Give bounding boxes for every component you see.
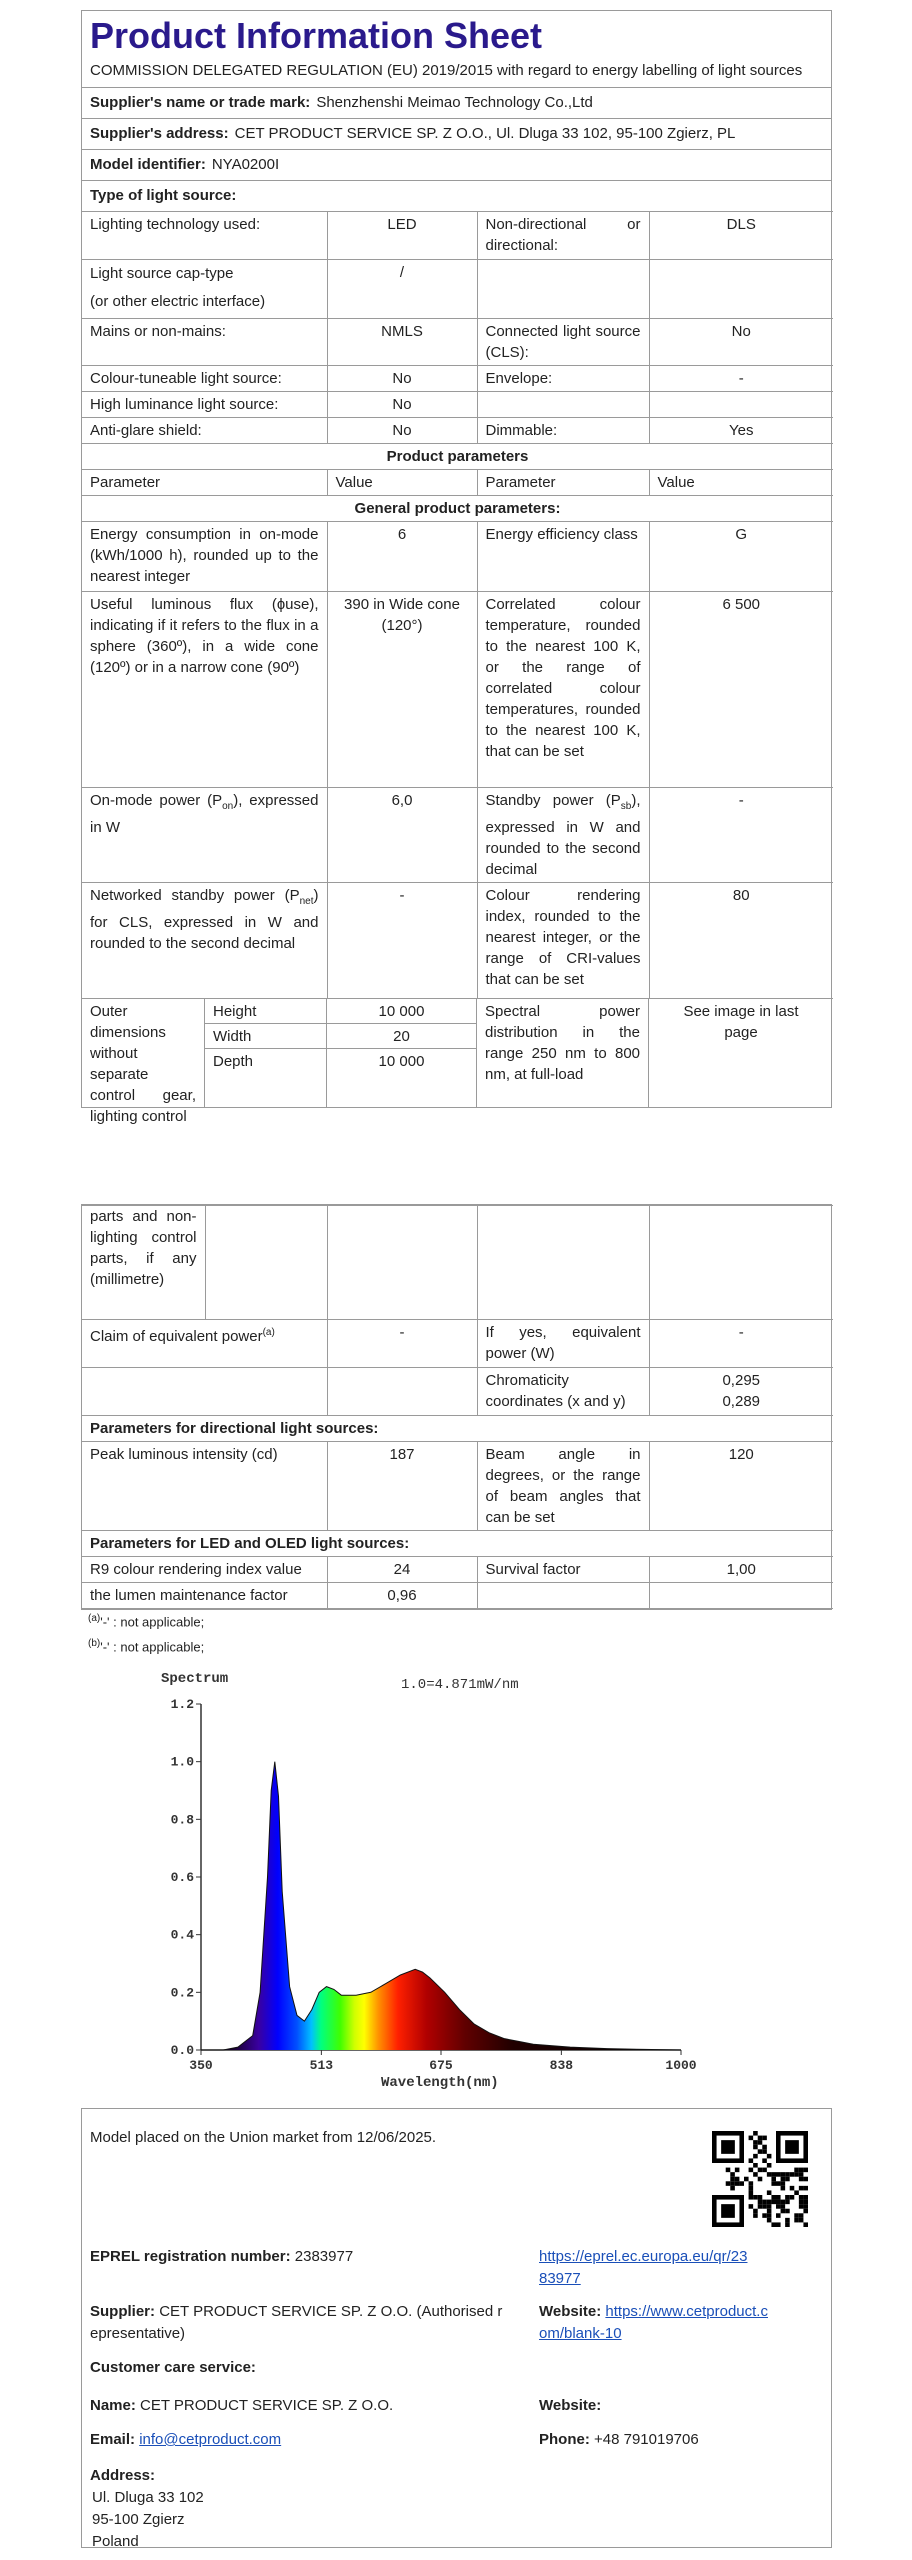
model-value: NYA0200I	[211, 156, 280, 173]
dimensions-block	[82, 999, 831, 1125]
product-information-sheet	[81, 10, 832, 1125]
param-subscript: net	[299, 896, 314, 907]
website-link-line1[interactable]: https://www.cetproduct.c	[605, 2303, 768, 2320]
parameters-table-continued	[82, 1205, 833, 1609]
param-label	[477, 392, 649, 418]
y-tick-label: 1.2	[170, 1697, 194, 1712]
param-label: Energy consumption in on-mode (kWh/1000 h), rounded up to the nearest integer	[82, 522, 327, 592]
param-value: -	[327, 1320, 477, 1368]
param-subscript: on	[222, 801, 234, 812]
param-value: NMLS	[327, 319, 477, 366]
table-row	[82, 1206, 833, 1320]
eprel-link-line1[interactable]: https://eprel.ec.europa.eu/qr/23	[539, 2248, 748, 2265]
table-section-row	[82, 444, 833, 470]
param-label	[477, 260, 649, 319]
param-label: R9 colour rendering index value	[82, 1557, 327, 1583]
x-tick-label: 350	[189, 2058, 213, 2073]
param-value: No	[327, 366, 477, 392]
table-row	[82, 788, 833, 883]
product-information-sheet-continued	[81, 1204, 832, 1610]
supplier-address-value: CET PRODUCT SERVICE SP. Z O.O., Ul. Dluga 33 102, 95-100 Zgierz, PL	[234, 125, 736, 142]
depth-value: 10 000	[378, 1053, 425, 1070]
param-label: Energy efficiency class	[477, 522, 649, 592]
param-label-text: Standby power (P	[485, 792, 621, 809]
param-value: 6	[327, 522, 477, 592]
address-line: Poland	[92, 2533, 139, 2550]
chart-title: Spectrum	[161, 1671, 229, 1687]
param-value: -	[649, 366, 833, 392]
x-axis	[189, 2050, 696, 2073]
param-label: Light source cap-type (or other electric interface)	[82, 260, 327, 319]
x-tick-label: 1000	[665, 2058, 697, 2073]
chromaticity-y: 0,289	[722, 1393, 761, 1410]
care-name-label: Name:	[90, 2397, 136, 2414]
param-value: -	[327, 883, 477, 999]
table-header-row	[82, 470, 833, 496]
param-value: No	[327, 418, 477, 444]
x-axis-label: Wavelength(nm)	[381, 2075, 499, 2091]
y-axis	[171, 1697, 201, 2058]
param-label: Dimmable:	[477, 418, 649, 444]
width-label: Width	[205, 1024, 326, 1049]
y-tick-label: 0.4	[170, 1927, 194, 1943]
supplier-address-label: Supplier's address:	[90, 125, 229, 142]
param-value: 0,96	[327, 1583, 477, 1609]
param-label: Non-directional or directional:	[477, 212, 649, 260]
param-label	[82, 788, 327, 883]
email-row	[90, 2429, 281, 2451]
param-value: 120	[649, 1442, 833, 1531]
param-value	[649, 1583, 833, 1609]
table-row	[82, 1557, 833, 1583]
height-label: Height	[205, 999, 326, 1024]
param-value: 1,00	[649, 1557, 833, 1583]
param-value: No	[649, 319, 833, 366]
param-label: Beam angle in degrees, or the range of beam angles that can be set	[477, 1442, 649, 1531]
dimensions-label-continued: parts and non-lighting control parts, if any (millimetre)	[82, 1206, 205, 1320]
claim-label: Claim of equivalent power	[90, 1328, 263, 1345]
supplier-name-value: Shenzhenshi Meimao Technology Co.,Ltd	[316, 94, 593, 111]
supplier-row	[90, 2301, 502, 2345]
param-value: 80	[649, 883, 833, 999]
param-value: -	[649, 788, 833, 883]
eprel-link-line2[interactable]: 83977	[539, 2270, 581, 2287]
dimension-names	[205, 999, 327, 1107]
email-link[interactable]: info@cetproduct.com	[139, 2431, 282, 2448]
column-header-parameter: Parameter	[477, 470, 649, 496]
param-value: -	[649, 1320, 833, 1368]
footnote-b	[88, 1633, 204, 1658]
spectrum-chart	[141, 1668, 741, 2094]
qr-code-icon[interactable]	[712, 2131, 808, 2227]
phone-label: Phone:	[539, 2431, 590, 2448]
phone-value: +48 791019706	[594, 2431, 699, 2448]
x-tick-label: 513	[309, 2058, 334, 2073]
param-value: LED	[327, 212, 477, 260]
directional-section-heading: Parameters for directional light sources:	[82, 1416, 833, 1442]
phone-row	[539, 2429, 699, 2451]
table-row	[82, 1320, 833, 1368]
address-line: Ul. Dluga 33 102	[92, 2489, 204, 2506]
depth-label: Depth	[213, 1053, 254, 1070]
param-value: 24	[327, 1557, 477, 1583]
param-value: No	[327, 392, 477, 418]
eprel-link[interactable]	[539, 2246, 747, 2290]
table-row	[82, 212, 833, 260]
param-label: Useful luminous flux (ɸuse), indicating if it refers to the flux in a sphere (360º), in a wide cone (120º) or in a narrow cone (90º)	[82, 592, 327, 788]
param-label: Colour-tuneable light source:	[82, 366, 327, 392]
param-label	[477, 1583, 649, 1609]
parameters-table	[82, 211, 833, 999]
type-section-heading: Type of light source:	[90, 187, 237, 204]
param-label: If yes, equivalent power (W)	[477, 1320, 649, 1368]
website-row	[539, 2301, 768, 2345]
address-lines	[92, 2487, 204, 2553]
spd-label: Spectral power distribution in the range 250 nm to 800 nm, at full-load	[477, 999, 649, 1107]
dimensions-label: Outer dimensions without separate control gear, lighting control	[82, 999, 205, 1107]
empty-cell	[327, 1206, 477, 1320]
website-label: Website:	[539, 2303, 602, 2320]
param-label	[477, 788, 649, 883]
param-value	[649, 1368, 833, 1416]
address-label: Address:	[90, 2467, 156, 2484]
param-label: Connected light source (CLS):	[477, 319, 649, 366]
table-section-row	[82, 1531, 833, 1557]
table-row	[82, 418, 833, 444]
param-value: Yes	[649, 418, 833, 444]
height-value: 10 000	[327, 999, 476, 1024]
registration-footer	[81, 2108, 832, 2548]
email-label: Email:	[90, 2431, 136, 2448]
supplier-value-continued: epresentative)	[90, 2325, 186, 2342]
supplier-name-label: Supplier's name or trade mark:	[90, 94, 311, 111]
model-row	[82, 150, 831, 181]
empty-cell	[82, 1368, 327, 1416]
footnotes	[88, 1608, 204, 1659]
param-label-text: On-mode power (P	[90, 792, 223, 809]
param-label: Chromaticity coordinates (x and y)	[477, 1368, 649, 1416]
table-row	[82, 1442, 833, 1531]
y-tick-label: 0.0	[170, 2043, 194, 2058]
claim-superscript: (a)	[262, 1327, 275, 1338]
param-value: DLS	[649, 212, 833, 260]
care-name-row	[90, 2395, 393, 2417]
care-name-value: CET PRODUCT SERVICE SP. Z O.O.	[140, 2397, 394, 2414]
table-row	[82, 592, 833, 788]
table-row	[82, 392, 833, 418]
param-label-text: ) for CLS, expressed in W and rounded to the second decimal	[90, 887, 319, 952]
param-label: Peak luminous intensity (cd)	[82, 1442, 327, 1531]
supplier-label: Supplier:	[90, 2303, 156, 2320]
empty-cell	[205, 1206, 327, 1320]
param-label: the lumen maintenance factor	[82, 1583, 327, 1609]
param-value: 390 in Wide cone (120°)	[327, 592, 477, 788]
y-tick-label: 1.0	[170, 1754, 194, 1770]
table-row	[82, 366, 833, 392]
page-title: Product Information Sheet	[90, 15, 543, 56]
supplier-name-row	[82, 88, 831, 119]
footnote-marker: (b)	[88, 1638, 101, 1650]
table-row	[82, 883, 833, 999]
param-value	[649, 260, 833, 319]
param-label	[82, 1320, 327, 1368]
spectrum-series-fill	[201, 1704, 681, 2050]
footnote-a	[88, 1608, 204, 1633]
table-row	[82, 522, 833, 592]
param-label: Envelope:	[477, 366, 649, 392]
empty-cell	[477, 1206, 649, 1320]
column-header-parameter: Parameter	[82, 470, 327, 496]
param-label: Lighting technology used:	[82, 212, 327, 260]
param-label: High luminance light source:	[82, 392, 327, 418]
table-section-row	[82, 1416, 833, 1442]
customer-care-heading: Customer care service:	[90, 2359, 256, 2376]
y-tick-label: 0.8	[170, 1812, 194, 1828]
dimension-values	[327, 999, 477, 1107]
care-website-label: Website:	[539, 2397, 602, 2414]
eprel-label: EPREL registration number:	[90, 2248, 291, 2265]
y-tick-label: 0.6	[170, 1870, 194, 1885]
model-label: Model identifier:	[90, 156, 206, 173]
chart-annotation: 1.0=4.871mW/nm	[401, 1677, 519, 1693]
param-label: Correlated colour temperature, rounded to the nearest 100 K, or the range of correlated colour temperatures, rounded to the nearest 100 K, that can be set	[477, 592, 649, 788]
width-value: 20	[327, 1024, 476, 1049]
y-tick-label: 0.2	[170, 1985, 194, 2001]
eprel-row	[90, 2246, 353, 2268]
column-header-value: Value	[649, 470, 833, 496]
empty-cell	[649, 1206, 833, 1320]
table-row	[82, 319, 833, 366]
table-row	[82, 1368, 833, 1416]
param-value	[649, 392, 833, 418]
param-value: 6,0	[327, 788, 477, 883]
regulation-text: COMMISSION DELEGATED REGULATION (EU) 2019/2015 with regard to energy labelling of light sources	[82, 59, 831, 88]
param-label: Colour rendering index, rounded to the nearest integer, or the range of CRI-values that can be set	[477, 883, 649, 999]
param-label: Anti-glare shield:	[82, 418, 327, 444]
x-tick-label: 675	[429, 2058, 453, 2073]
spd-value: See image in last page	[683, 1003, 799, 1041]
led-section-heading: Parameters for LED and OLED light sources:	[82, 1531, 833, 1557]
column-header-value: Value	[327, 470, 477, 496]
param-value: 187	[327, 1442, 477, 1531]
website-link-line2[interactable]: om/blank-10	[539, 2325, 622, 2342]
footnote-marker: (a)	[88, 1613, 101, 1624]
eprel-value: 2383977	[294, 2248, 354, 2265]
spectrum-chart-svg	[141, 1668, 741, 2094]
product-parameters-heading: Product parameters	[82, 444, 833, 470]
param-subscript: sb	[620, 801, 632, 812]
footnote-text: '-' : not applicable;	[100, 1614, 205, 1630]
market-placement-text: Model placed on the Union market from 12/06/2025.	[90, 2129, 437, 2146]
address-line: 95-100 Zgierz	[92, 2511, 185, 2528]
table-row	[82, 1583, 833, 1609]
param-label: Survival factor	[477, 1557, 649, 1583]
footnote-text: '-' : not applicable;	[100, 1639, 205, 1655]
param-label-text: ), expressed in W and rounded to the second decimal	[485, 792, 641, 878]
table-section-row	[82, 496, 833, 522]
supplier-address-row	[82, 119, 831, 150]
param-label-text: Networked standby power (P	[90, 887, 300, 904]
param-value: G	[649, 522, 833, 592]
param-label	[82, 883, 327, 999]
x-tick-label: 838	[549, 2058, 574, 2073]
param-label: Mains or non-mains:	[82, 319, 327, 366]
supplier-value: CET PRODUCT SERVICE SP. Z O.O. (Authorised r	[159, 2303, 503, 2320]
param-value: 6 500	[649, 592, 833, 788]
param-value: /	[327, 260, 477, 319]
chromaticity-x: 0,295	[722, 1372, 761, 1389]
empty-cell	[327, 1368, 477, 1416]
param-label-text: ), expressed in W	[90, 792, 319, 836]
table-row	[82, 260, 833, 319]
general-parameters-heading: General product parameters:	[82, 496, 833, 522]
